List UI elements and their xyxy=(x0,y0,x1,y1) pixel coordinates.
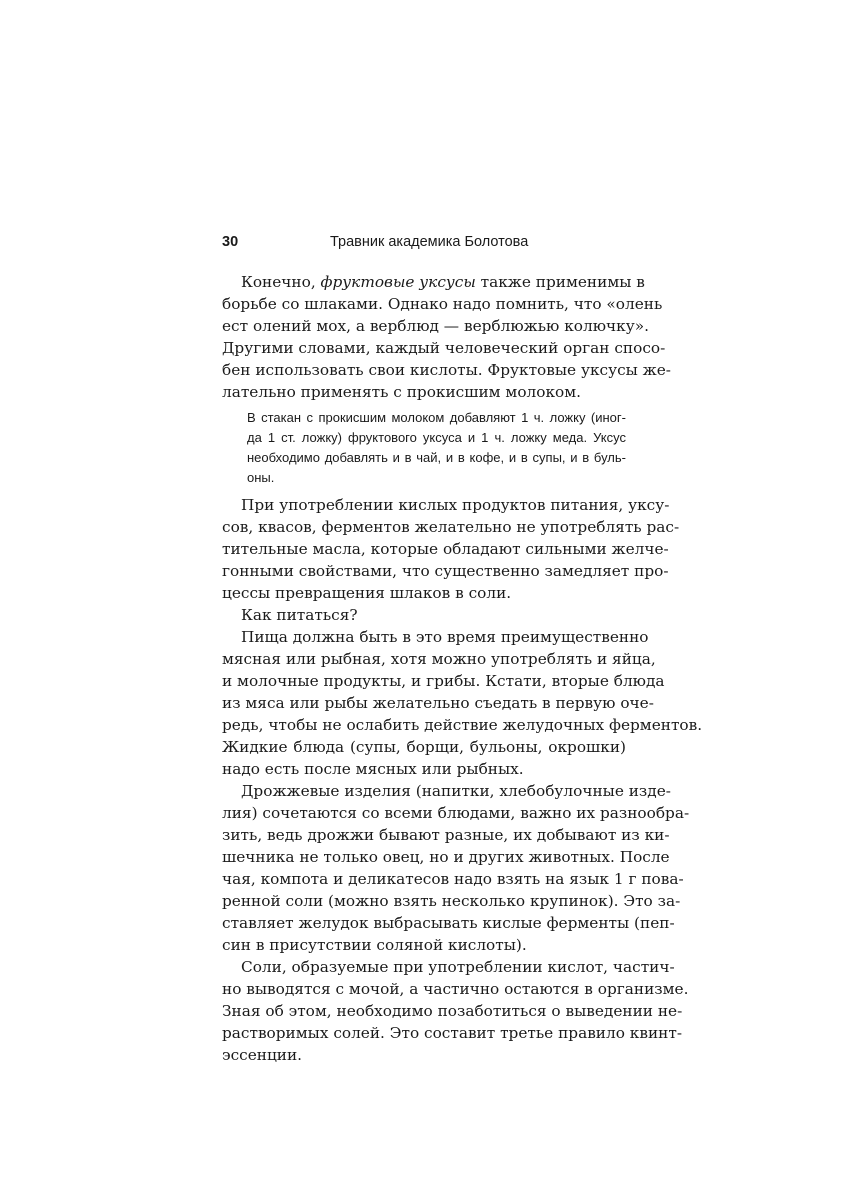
text-line: из мяса или рыбы желательно съедать в первую оче- xyxy=(222,694,654,712)
paragraph-yeast-products xyxy=(222,780,690,956)
text-line: растворимых солей. Это составит третье правило квинт- xyxy=(222,1024,682,1042)
text-line: чая, компота и деликатесов надо взять на язык 1 г пова- xyxy=(222,870,684,888)
text-line: Как питаться? xyxy=(241,606,358,624)
text-line: тительные масла, которые обладают сильными желче- xyxy=(222,540,669,558)
text-line: цессы превращения шлаков в соли. xyxy=(222,584,512,602)
text-line: гонными свойствами, что существенно замедляет про- xyxy=(222,562,669,580)
text-line: лия) сочетаются со всеми блюдами, важно их разнообра- xyxy=(222,804,690,822)
running-title: Травник академика Болотова xyxy=(330,234,529,250)
text-line: лательно применять с прокисшим молоком. xyxy=(222,383,581,401)
recipe-line: оны. xyxy=(247,470,275,485)
paragraph-how-to-eat xyxy=(222,604,626,626)
paragraph-fruit-vinegars xyxy=(222,271,671,403)
text-line: шечника не только овец, но и других животных. После xyxy=(222,848,670,866)
text-line: Соли, образуемые при употреблении кислот, частич- xyxy=(241,958,675,976)
text-line: но выводятся с мочой, а частично остаются в организме. xyxy=(222,980,689,998)
text-line: редь, чтобы не ослабить действие желудочных ферментов. xyxy=(222,716,703,734)
paragraph-food-choice xyxy=(222,626,703,780)
text-line: надо есть после мясных или рыбных. xyxy=(222,760,524,778)
text-line: Конечно, фруктовые уксусы также применимы в xyxy=(241,273,645,291)
text-line: бен использовать свои кислоты. Фруктовые уксусы же- xyxy=(222,361,671,379)
recipe-line: да 1 ст. ложку) фруктового уксуса и 1 ч. ложку меда. Уксус xyxy=(247,430,626,445)
text-line: ставляет желудок выбрасывать кислые ферменты (пеп- xyxy=(222,914,675,932)
paragraph-acidic-foods xyxy=(222,494,680,604)
recipe-line: необходимо добавлять и в чай, и в кофе, и в супы, и в буль- xyxy=(247,450,626,465)
text-line: Дрожжевые изделия (напитки, хлебобулочные изде- xyxy=(241,782,671,800)
text-line: Зная об этом, необходимо позаботиться о выведении не- xyxy=(222,1002,683,1020)
text-line: мясная или рыбная, хотя можно употреблять и яйца, xyxy=(222,650,656,668)
page-body xyxy=(222,271,703,1066)
page-number: 30 xyxy=(222,234,239,250)
paragraph-salts xyxy=(222,956,689,1066)
text-line: Жидкие блюда (супы, борщи, бульоны, окрошки) xyxy=(222,738,626,756)
text-line: и молочные продукты, и грибы. Кстати, вторые блюда xyxy=(222,672,665,690)
emphasis-fruit-vinegars: фруктовые уксусы xyxy=(320,273,476,291)
text-line: ест олений мох, а верблюд — верблюжью колючку». xyxy=(222,317,649,335)
text-line: Пища должна быть в это время преимущественно xyxy=(241,628,649,646)
text-line: борьбе со шлаками. Однако надо помнить, что «олень xyxy=(222,295,663,313)
text-line: сов, квасов, ферментов желательно не употреблять рас- xyxy=(222,518,680,536)
recipe-note xyxy=(247,408,626,488)
recipe-line: В стакан с прокисшим молоком добавляют 1 ч. ложку (иног- xyxy=(247,410,626,425)
text-line: Другими словами, каждый человеческий орган спосо- xyxy=(222,339,666,357)
text-line: эссенции. xyxy=(222,1046,303,1064)
text-line: ренной соли (можно взять несколько крупинок). Это за- xyxy=(222,892,681,910)
text-line: зить, ведь дрожжи бывают разные, их добывают из ки- xyxy=(222,826,670,844)
text-line: При употреблении кислых продуктов питания, уксу- xyxy=(241,496,670,514)
text-line: син в присутствии соляной кислоты). xyxy=(222,936,527,954)
page-header xyxy=(222,232,626,256)
